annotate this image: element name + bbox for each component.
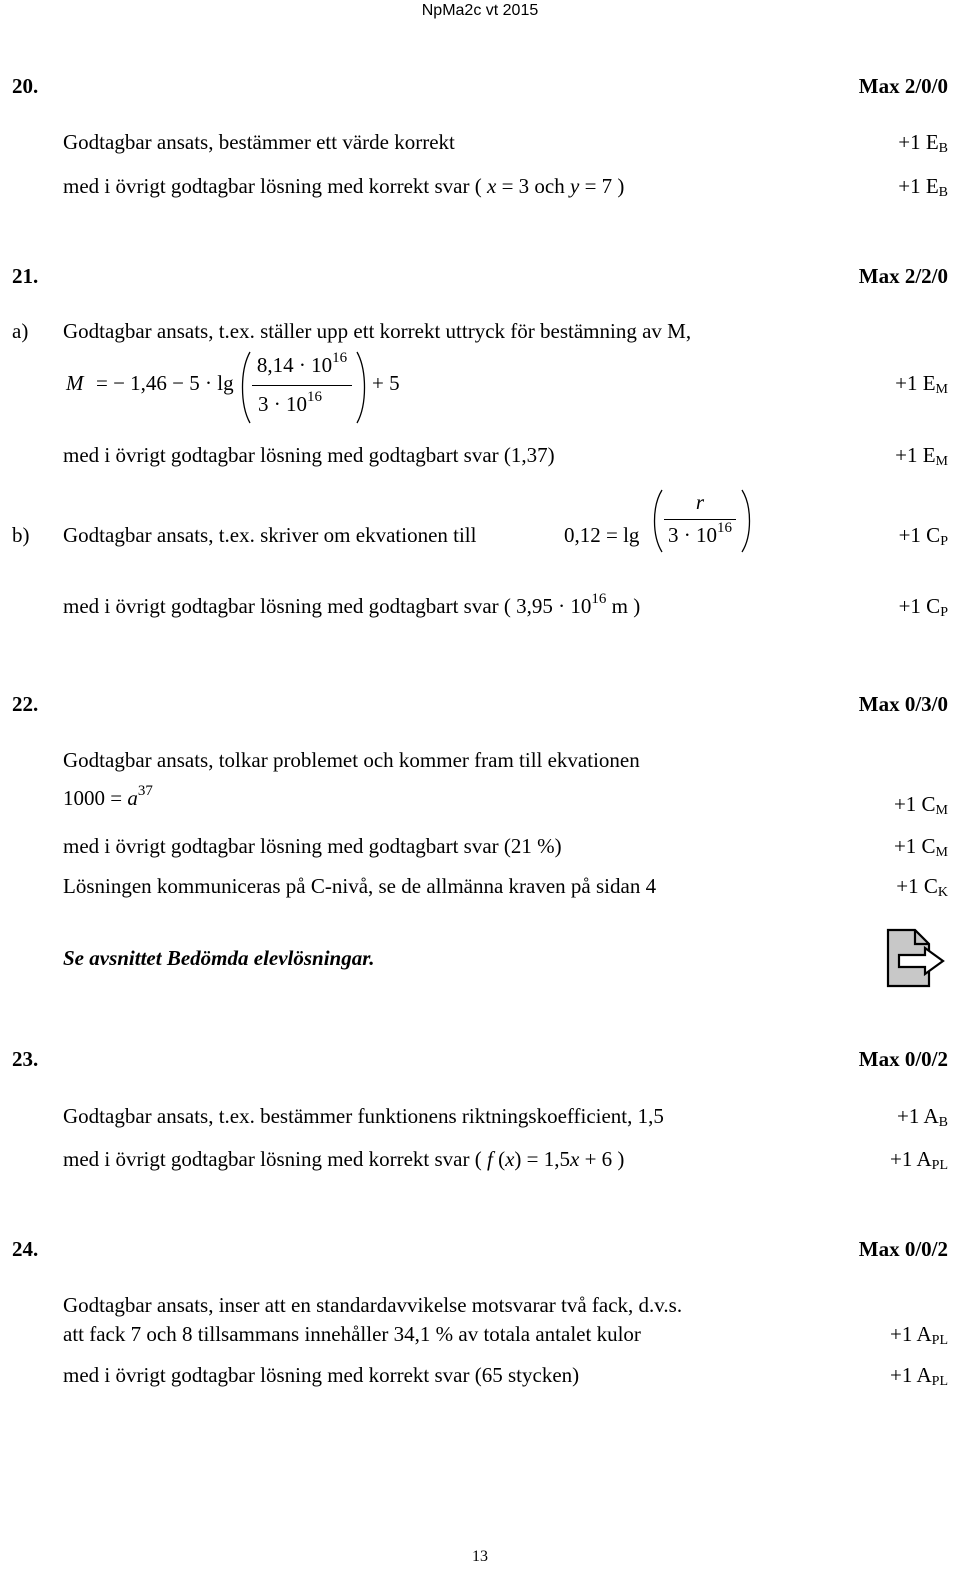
q21b-equation: 0,12 = lg <box>564 523 640 547</box>
q22-line1: Godtagbar ansats, tolkar problemet och kommer fram till ekvationen <box>63 748 640 772</box>
q24-line3-points: +1 $A_{PL}$ <box>890 1363 948 1389</box>
q23-max: Max 0/0/2 <box>858 1047 948 1071</box>
q20-number: 20. <box>12 74 39 98</box>
q23-number: 23. <box>12 1047 39 1071</box>
document-arrow-icon <box>885 928 947 988</box>
q20-max: Max 2/0/0 <box>858 74 948 98</box>
q22-line3-points: +1 $C_K$ <box>896 874 948 900</box>
q20-line1: Godtagbar ansats, bestämmer ett värde korrekt <box>63 130 455 154</box>
q22-line3: Lösningen kommuniceras på C-nivå, se de allmänna kraven på sidan 4 <box>63 874 657 898</box>
q21a-line1-points: +1 $E_M$ <box>895 371 948 397</box>
q21a-line1: Godtagbar ansats, t.ex. ställer upp ett korrekt uttryck för bestämning av M, <box>63 319 692 343</box>
q22-max: Max 0/3/0 <box>858 692 948 716</box>
q23-line2-points: +1 $A_{PL}$ <box>890 1147 948 1173</box>
formula-m-symbol: M <box>66 371 84 395</box>
q21a-line2-points: +1 $E_M$ <box>895 443 948 469</box>
q22-line2-points: +1 $C_M$ <box>893 834 948 860</box>
formula-fraction-bar <box>252 385 352 386</box>
q24-line2: att fack 7 och 8 tillsammans innehåller 34,1 % av totala antalet kulor <box>63 1322 641 1346</box>
q22-note: Se avsnittet Bedömda elevlösningar. <box>63 946 375 970</box>
q20-line1-points: +1 $E_B$ <box>898 130 948 156</box>
q21a-label: a) <box>12 319 29 343</box>
q22-line1-points: +1 $C_M$ <box>893 792 948 818</box>
q23-line1: Godtagbar ansats, t.ex. bestämmer funktionens riktningskoefficient, 1,5 <box>63 1104 664 1128</box>
q24-line2-points: +1 $A_{PL}$ <box>890 1322 948 1348</box>
formula-denominator: $3 \cdot 10^{16}$ <box>258 389 322 416</box>
q24-line3: med i övrigt godtagbar lösning med korrekt svar (65 stycken) <box>63 1363 580 1387</box>
q22-equation: $1000 = a^{37}$ <box>63 783 153 810</box>
formula-right-paren <box>355 350 369 425</box>
q23-line2: med i övrigt godtagbar lösning med korrekt svar ( f (x) = 1,5x + 6 ) <box>63 1147 625 1171</box>
q21b-right-paren <box>740 488 754 554</box>
formula-tail: + 5 <box>372 371 400 395</box>
q23-line1-points: +1 $A_B$ <box>897 1104 948 1130</box>
q24-max: Max 0/0/2 <box>858 1237 948 1261</box>
q21-number: 21. <box>12 264 39 288</box>
q21b-line1: Godtagbar ansats, t.ex. skriver om ekvationen till <box>63 523 477 547</box>
page-header: NpMa2c vt 2015 <box>421 2 539 19</box>
q20-line2-points: +1 $E_B$ <box>898 174 948 200</box>
q21b-line2-points: +1 $C_P$ <box>898 594 948 620</box>
q21-max: Max 2/2/0 <box>858 264 948 288</box>
q21b-label: b) <box>12 523 30 547</box>
q21a-line2: med i övrigt godtagbar lösning med godtagbart svar (1,37) <box>63 443 555 467</box>
q24-line1: Godtagbar ansats, inser att en standardavvikelse motsvarar två fack, d.v.s. <box>63 1293 683 1317</box>
formula-m-middle: = − 1,46 − 5 · lg <box>96 371 234 395</box>
q24-number: 24. <box>12 1237 39 1261</box>
page-number: 13 <box>472 1548 488 1565</box>
q20-line2: med i övrigt godtagbar lösning med korrekt svar ( x = 3 och y = 7 ) <box>63 174 625 198</box>
q21b-line1-points: +1 $C_P$ <box>898 523 948 549</box>
q21b-fraction-denominator: $3 \cdot 10^{16}$ <box>668 520 732 547</box>
formula-numerator: $8,14 \cdot 10^{16}$ <box>256 350 348 377</box>
q21b-line2: med i övrigt godtagbar lösning med godtagbart svar ( $3,95 \cdot 10^{16}$ m ) <box>63 591 641 618</box>
q21b-fraction-numerator: r <box>695 490 705 514</box>
q22-number: 22. <box>12 692 39 716</box>
q22-line2: med i övrigt godtagbar lösning med godtagbart svar (21 %) <box>63 834 562 858</box>
